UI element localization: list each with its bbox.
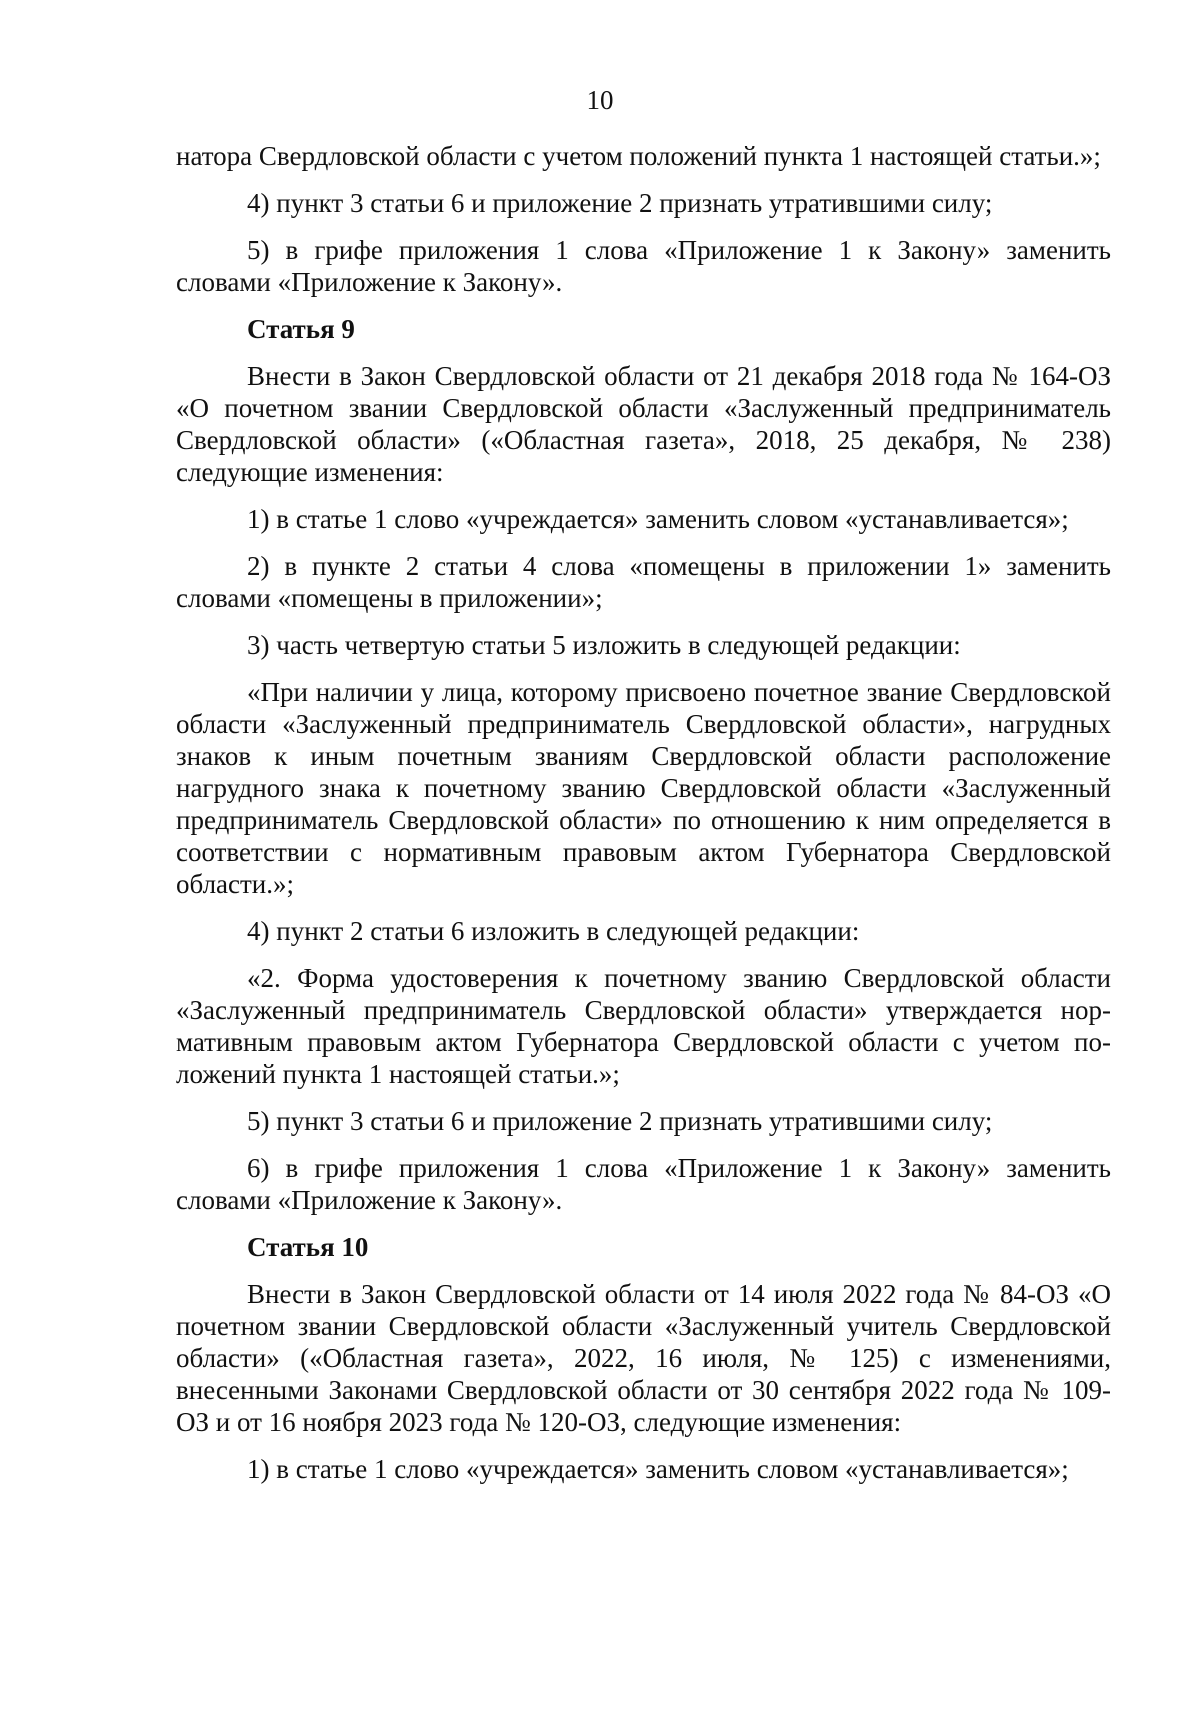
article-intro-paragraph: Внести в Закон Свердловской области от 14 июля 2022 года № 84-ОЗ «О почетном звании Свердловской области «Заслуженный учитель Свердловской области» («Областная газета», 2022, 16 июля, № 125) с изменениями, внесенными Законами Свердловской области от 30 сентября 2022 года № 109-ОЗ и от 16 ноября 2023 года № 120-ОЗ, следующие изменения: [176, 1279, 1111, 1437]
page-number: 10 [586, 85, 614, 115]
amendment-item: 6) в грифе приложения 1 слова «Приложение 1 к Закону» заменить словами «Приложение к Закону». [176, 1153, 1111, 1215]
amendment-item: 1) в статье 1 слово «учреждается» заменить словом «устанавливается»; [247, 1454, 1069, 1484]
amendment-item: 5) в грифе приложения 1 слова «Приложение 1 к Закону» заменить словами «Приложение к Закону». [176, 235, 1111, 297]
document-body [176, 140, 1111, 1500]
amendment-item: 3) часть четвертую статьи 5 изложить в следующей редакции: [247, 630, 961, 660]
amendment-item: 4) пункт 2 статьи 6 изложить в следующей редакции: [247, 916, 860, 946]
amendment-item: 5) пункт 3 статьи 6 и приложение 2 признать утратившими силу; [247, 1106, 993, 1136]
amendment-item: 4) пункт 3 статьи 6 и приложение 2 признать утратившими силу; [247, 188, 993, 218]
article-intro-paragraph: Внести в Закон Свердловской области от 21 декабря 2018 года № 164-ОЗ «О почетном звании Свердловской области «Заслуженный предприниматель Свердловской области» («Областная газета», 2018, 25 декабря, № 238) следующие изменения: [176, 361, 1111, 487]
article-heading-9: Статья 9 [247, 314, 355, 344]
amendment-item: 1) в статье 1 слово «учреждается» заменить словом «устанавливается»; [247, 504, 1069, 534]
article-heading-10: Статья 10 [247, 1232, 369, 1262]
paragraph-continuation: натора Свердловской области с учетом положений пункта 1 настоящей статьи.»; [176, 141, 1101, 171]
quoted-paragraph: «При наличии у лица, которому присвоено почетное звание Свердловской области «Заслуженный предприниматель Свердловской области», нагрудных знаков к иным почетным званиям Свердловской области расположение нагрудного знака к почетному званию Свердловской области «Заслуженный предприниматель Свердловской области» по отношению к ним определяется в соответствии с нормативным правовым актом Губернатора Свердловской области.»; [176, 677, 1111, 899]
quoted-paragraph: «2. Форма удостоверения к почетному званию Свердловской области «Заслуженный предприниматель Свердловской области» утверждается нормативным правовым актом Губернатора Свердловской области с учетом положений пункта 1 настоящей статьи.»; [176, 963, 1111, 1089]
amendment-item: 2) в пункте 2 статьи 4 слова «помещены в приложении 1» заменить словами «помещены в приложении»; [176, 551, 1111, 613]
